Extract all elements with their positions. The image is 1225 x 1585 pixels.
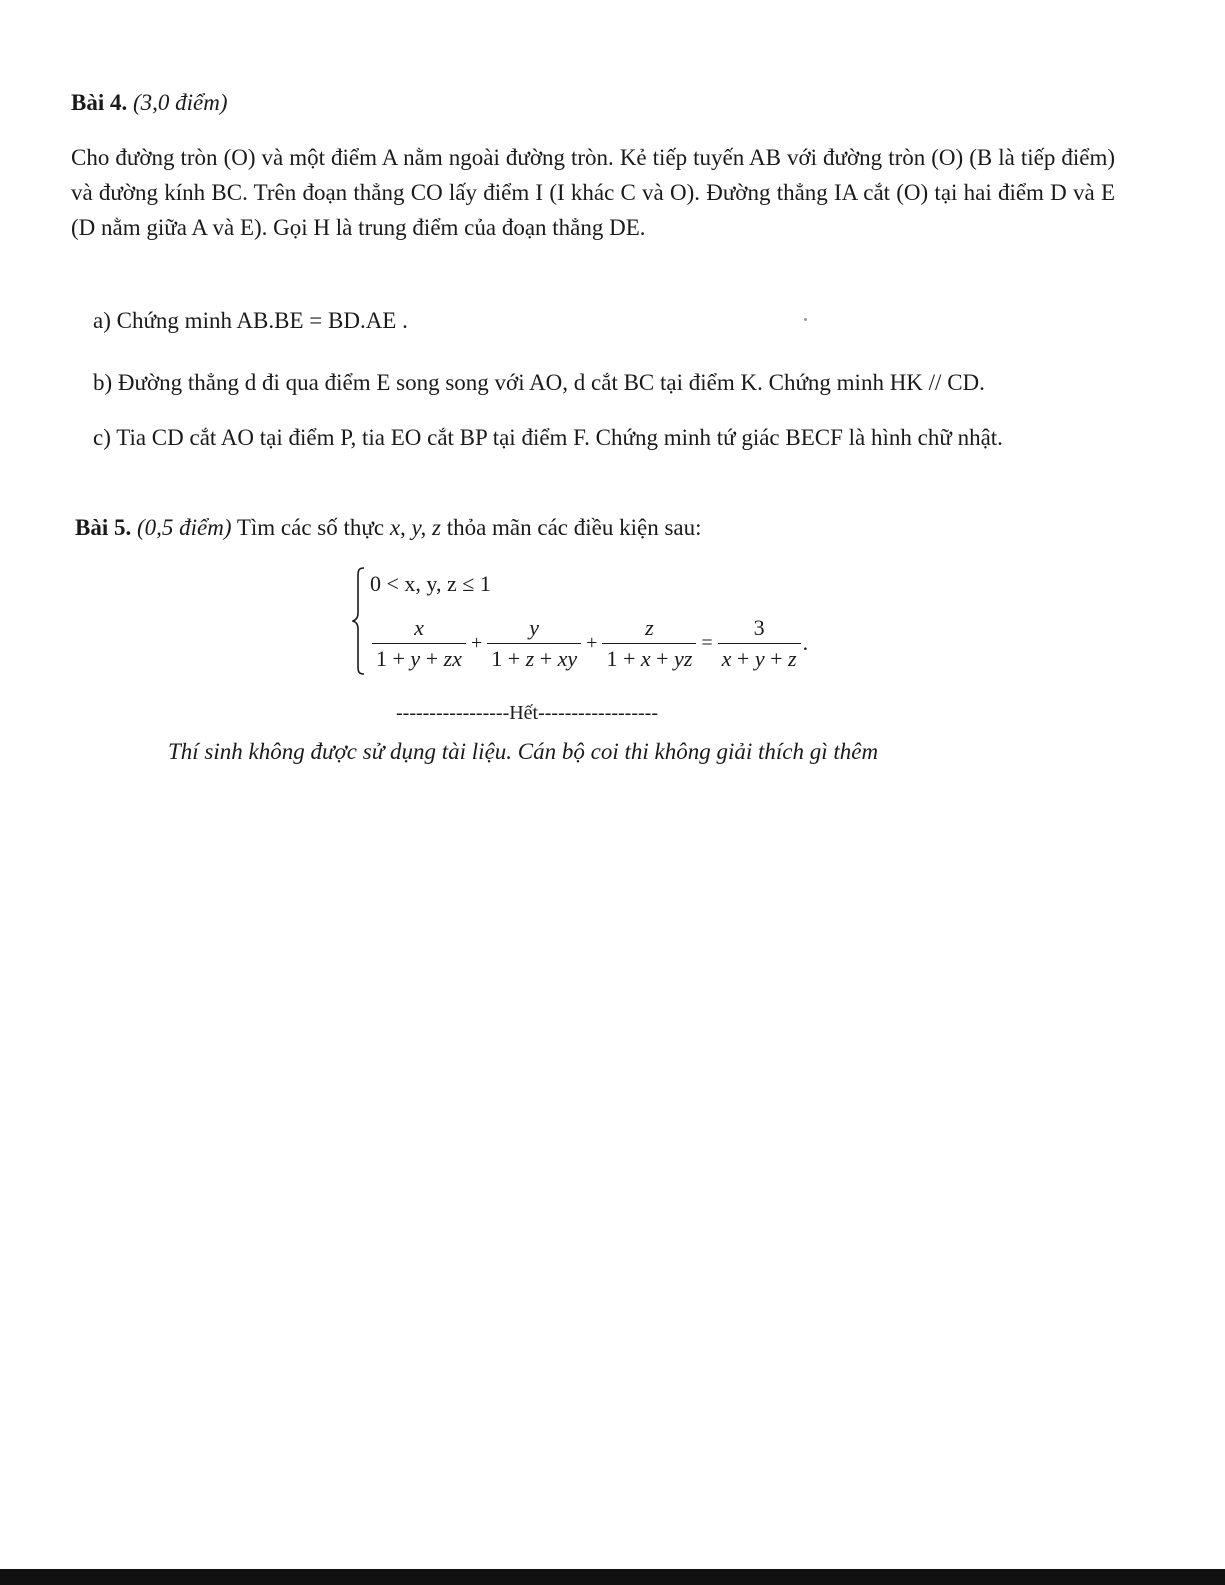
problem-4-statement: Cho đường tròn (O) và một điểm A nằm ngoài đường tròn. Kẻ tiếp tuyến AB với đường tròn (O) (B là tiếp điểm) và đường kính BC. Trên đoạn thẳng CO lấy điểm I (I khác C và O). Đường thẳng IA cắt (O) tại hai điểm D và E (D nằm giữa A và E). Gọi H là trung điểm của đoạn thẳng DE. xyxy=(71,145,1115,240)
fraction-numerator: y xyxy=(529,614,540,640)
equation-system xyxy=(352,563,832,681)
end-marker: -----------------Hết------------------ xyxy=(396,702,658,724)
problem-4-points: (3,0 điểm) xyxy=(132,90,228,115)
problem-4-label: Bài 4. xyxy=(71,90,128,115)
scan-bottom-border xyxy=(0,1569,1225,1585)
footer-note: Thí sinh không được sử dụng tài liệu. Cán bộ coi thi không giải thích gì thêm xyxy=(168,739,879,764)
scan-speck xyxy=(804,318,807,321)
equals-sign: = xyxy=(701,631,713,654)
problem-5-header xyxy=(75,510,702,545)
problem-5-prompt-after: thỏa mãn các điều kiện sau: xyxy=(440,515,702,540)
condition-line: 0 < x, y, z ≤ 1 xyxy=(370,571,491,596)
fraction-z xyxy=(602,615,696,672)
fraction-numerator: z xyxy=(645,614,654,640)
fraction-denominator: 1 + z + xy xyxy=(487,643,581,672)
problem-5-vars: x, y, z xyxy=(389,515,441,540)
fraction-denominator: x + y + z xyxy=(718,643,801,672)
fraction-denominator: 1 + y + zx xyxy=(372,643,466,672)
equation-line xyxy=(370,611,808,675)
fraction-y xyxy=(487,615,581,672)
plus-sign: + xyxy=(586,631,598,654)
fraction-rhs xyxy=(718,615,801,672)
plus-sign: + xyxy=(470,631,483,654)
fraction-x xyxy=(372,615,466,672)
problem-4-part-a: a) Chứng minh AB.BE = BD.AE . xyxy=(93,308,408,333)
fraction-denominator: 1 + x + yz xyxy=(602,643,696,672)
problem-4-header xyxy=(71,85,228,120)
problem-4-part-b: b) Đường thẳng d đi qua điểm E song song với AO, d cắt BC tại điểm K. Chứng minh HK // CD. xyxy=(93,370,985,395)
problem-5-label: Bài 5. xyxy=(75,515,132,540)
fraction-numerator: 3 xyxy=(753,614,765,640)
problem-5-prompt-before: Tìm các số thực xyxy=(231,515,390,540)
curly-brace-icon xyxy=(352,567,366,675)
fraction-numerator: x xyxy=(414,614,424,640)
period: . xyxy=(802,630,809,655)
problem-5-points: (0,5 điểm) xyxy=(136,515,232,540)
problem-4-part-c: c) Tia CD cắt AO tại điểm P, tia EO cắt BP tại điểm F. Chứng minh tứ giác BECF là hình chữ nhật. xyxy=(93,425,1003,450)
